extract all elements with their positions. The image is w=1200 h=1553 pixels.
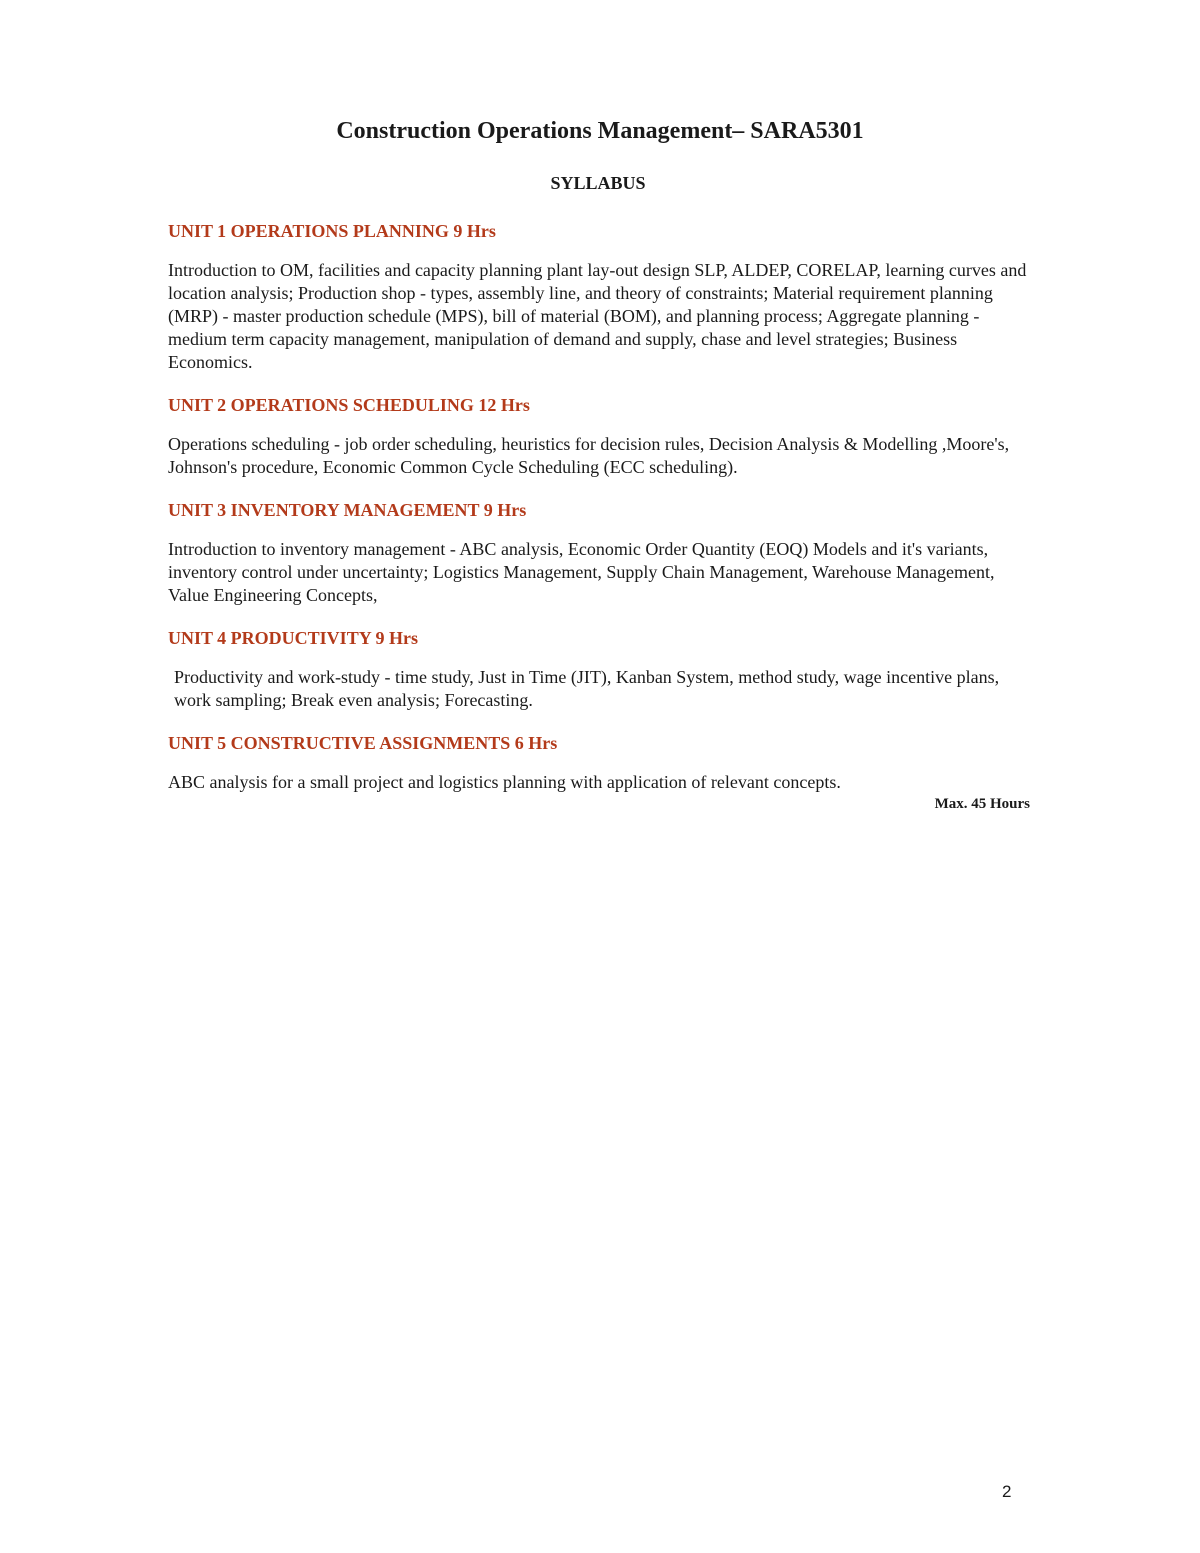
unit-2-body: Operations scheduling - job order scheduling, heuristics for decision rules, Decision Analysis & Modelling ,Moore's, Johnson's procedure, Economic Common Cycle Scheduling (ECC scheduling). [168, 434, 1010, 477]
unit-5-section [168, 730, 1038, 794]
unit-5-heading: UNIT 5 CONSTRUCTIVE ASSIGNMENTS 6 Hrs [168, 733, 558, 753]
syllabus-content [168, 218, 1038, 814]
unit-1-section [168, 218, 1038, 374]
unit-5-body: ABC analysis for a small project and logistics planning with application of relevant concepts. [168, 772, 841, 792]
page-title: Construction Operations Management– SARA5301 [336, 118, 864, 144]
max-hours: Max. 45 Hours [934, 796, 1030, 812]
unit-3-heading: UNIT 3 INVENTORY MANAGEMENT 9 Hrs [168, 500, 527, 520]
unit-2-heading: UNIT 2 OPERATIONS SCHEDULING 12 Hrs [168, 395, 530, 415]
unit-4-section [168, 625, 1038, 712]
unit-2-section [168, 392, 1038, 479]
unit-4-body: Productivity and work-study - time study, Just in Time (JIT), Kanban System, method study, wage incentive plans, work sampling; Break even analysis; Forecasting. [174, 667, 1000, 710]
unit-3-section [168, 497, 1038, 607]
page-number: 2 [1002, 1482, 1012, 1501]
syllabus-heading: SYLLABUS [550, 173, 646, 193]
unit-3-body: Introduction to inventory management - ABC analysis, Economic Order Quantity (EOQ) Models and it's variants, inventory control under uncertainty; Logistics Management, Supply Chain Management, Warehouse Management, Value Engineering Concepts, [168, 539, 995, 605]
unit-1-body: Introduction to OM, facilities and capacity planning plant lay-out design SLP, ALDEP, CORELAP, learning curves and location analysis; Production shop - types, assembly line, and theory of constraints; Material requirement planning (MRP) - master production schedule (MPS), bill of material (BOM), and planning process; Aggregate planning - medium term capacity management, manipulation of demand and supply, chase and level strategies; Business Economics. [168, 260, 1027, 372]
unit-1-heading: UNIT 1 OPERATIONS PLANNING 9 Hrs [168, 221, 496, 241]
unit-4-heading: UNIT 4 PRODUCTIVITY 9 Hrs [168, 628, 419, 648]
